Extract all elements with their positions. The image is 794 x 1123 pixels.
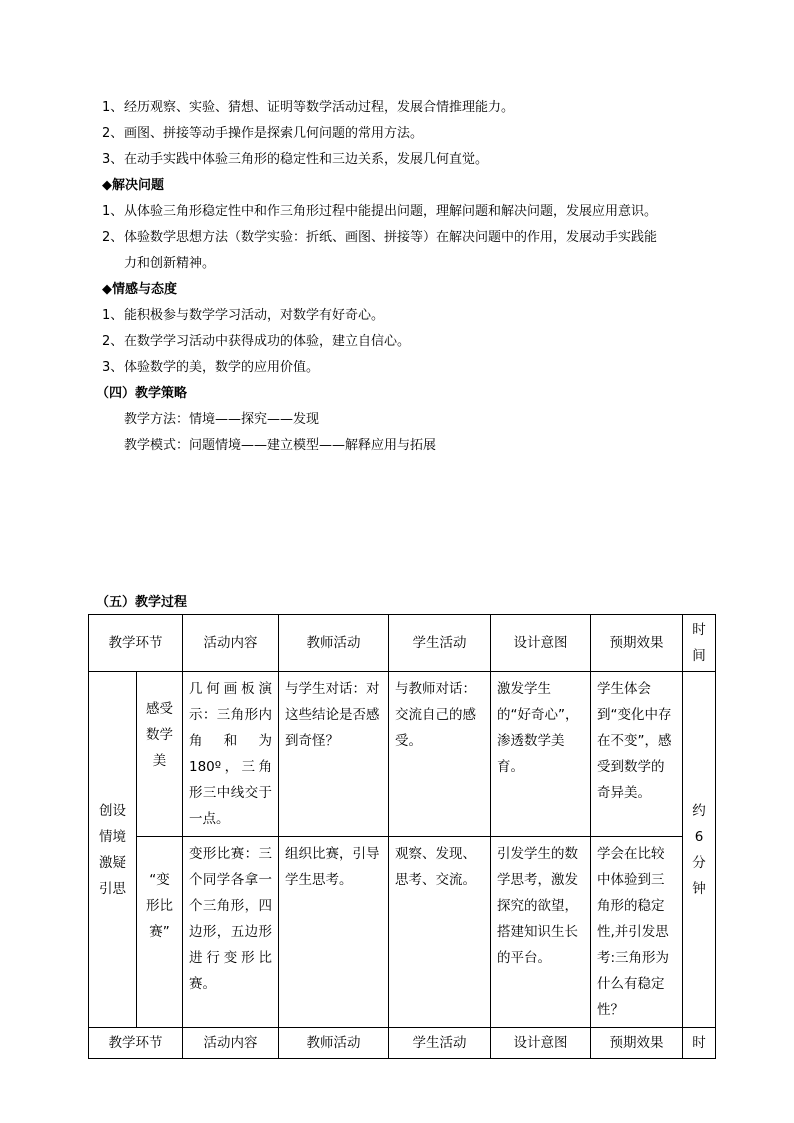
- teacher-cell: 组织比赛，引导学生思考。: [279, 837, 389, 1028]
- content-cell: 几何画板演示：三角形内角和为 180º，三角形三中线交于一点。: [183, 672, 279, 837]
- goal-item-1: [102, 99, 514, 117]
- problem-item-1: [102, 203, 657, 221]
- header-time: 时间: [683, 615, 716, 672]
- footer-teacher: 教师活动: [279, 1028, 389, 1059]
- problem-item-2-text: 体验数学思想方法（数学实验：折纸、画图、拼接等）在解决问题中的作用，发展动手实践能: [124, 230, 658, 245]
- attitude-item-2-num: 2、: [102, 334, 124, 349]
- table-footer-row: [89, 1028, 716, 1059]
- sub-stage-cell: 感受数学美: [137, 672, 183, 837]
- attitude-item-3: [102, 359, 319, 377]
- table-row: [89, 837, 716, 1028]
- problem-item-1-text: 从体验三角形稳定性中和作三角形过程中能提出问题，理解问题和解决问题，发展应用意识。: [124, 204, 658, 219]
- stage-group-cell: 创设情境激疑引思: [89, 672, 137, 1028]
- table-header-row: [89, 615, 716, 672]
- header-stage: 教学环节: [89, 615, 183, 672]
- student-cell: 与教师对话：交流自己的感受。: [389, 672, 491, 837]
- intent-cell: 引发学生的数学思考，激发探究的欲望，搭建知识生长的平台。: [491, 837, 591, 1028]
- student-cell: 观察、发现、思考、交流。: [389, 837, 491, 1028]
- footer-content: 活动内容: [183, 1028, 279, 1059]
- attitude-item-1-num: 1、: [102, 308, 124, 323]
- effect-cell: 学会在比较中体验到三角形的稳定性,并引发思考:三角形为什么有稳定性？: [591, 837, 683, 1028]
- attitude-item-3-num: 3、: [102, 360, 124, 375]
- attitude-item-3-text: 体验数学的美，数学的应用价值。: [124, 360, 320, 375]
- footer-student: 学生活动: [389, 1028, 491, 1059]
- goal-item-2: [102, 125, 423, 143]
- teaching-process-table: [88, 614, 716, 1059]
- goal-item-1-text: 经历观察、实验、猜想、证明等数学活动过程，发展合情推理能力。: [124, 100, 515, 115]
- problem-item-2: [102, 229, 657, 247]
- problem-item-2-continuation: 力和创新精神。: [124, 256, 216, 271]
- footer-intent: 设计意图: [491, 1028, 591, 1059]
- effect-cell: 学生体会到“变化中存在不变”，感受到数学的奇异美。: [591, 672, 683, 837]
- goal-item-1-num: 1、: [102, 100, 124, 115]
- goal-item-2-num: 2、: [102, 126, 124, 141]
- time-cell: 约6分钟: [683, 672, 716, 1028]
- header-teacher: 教师活动: [279, 615, 389, 672]
- teacher-cell: 与学生对话：对这些结论是否感到奇怪？: [279, 672, 389, 837]
- header-intent: 设计意图: [491, 615, 591, 672]
- attitude-heading: ◆情感与态度: [102, 282, 177, 297]
- goal-item-3-text: 在动手实践中体验三角形的稳定性和三边关系，发展几何直觉。: [124, 152, 489, 167]
- attitude-item-2: [102, 333, 410, 351]
- intent-cell: 激发学生的“好奇心”，渗透数学美育。: [491, 672, 591, 837]
- strategy-mode: 教学模式：问题情境——建立模型——解释应用与拓展: [124, 438, 437, 453]
- table-row: [89, 672, 716, 837]
- footer-time: 时: [683, 1028, 716, 1059]
- problem-solving-heading: ◆解决问题: [102, 178, 164, 193]
- strategy-heading: （四）教学策略: [96, 386, 188, 401]
- attitude-item-1: [102, 307, 384, 325]
- problem-item-2-num: 2、: [102, 230, 124, 245]
- header-content: 活动内容: [183, 615, 279, 672]
- sub-stage-cell: “变形比赛”: [137, 837, 183, 1028]
- content-cell: 变形比赛：三个同学各拿一个三角形，四边形，五边形进行变形比赛。: [183, 837, 279, 1028]
- attitude-item-1-text: 能积极参与数学学习活动，对数学有好奇心。: [124, 308, 385, 323]
- header-student: 学生活动: [389, 615, 491, 672]
- goal-item-3-num: 3、: [102, 152, 124, 167]
- strategy-method: 教学方法：情境——探究——发现: [124, 412, 320, 427]
- footer-stage: 教学环节: [89, 1028, 183, 1059]
- problem-item-1-num: 1、: [102, 204, 124, 219]
- footer-effect: 预期效果: [591, 1028, 683, 1059]
- goal-item-3: [102, 151, 488, 169]
- header-effect: 预期效果: [591, 615, 683, 672]
- process-heading: （五）教学过程: [96, 595, 188, 610]
- attitude-item-2-text: 在数学学习活动中获得成功的体验，建立自信心。: [124, 334, 411, 349]
- goal-item-2-text: 画图、拼接等动手操作是探索几何问题的常用方法。: [124, 126, 424, 141]
